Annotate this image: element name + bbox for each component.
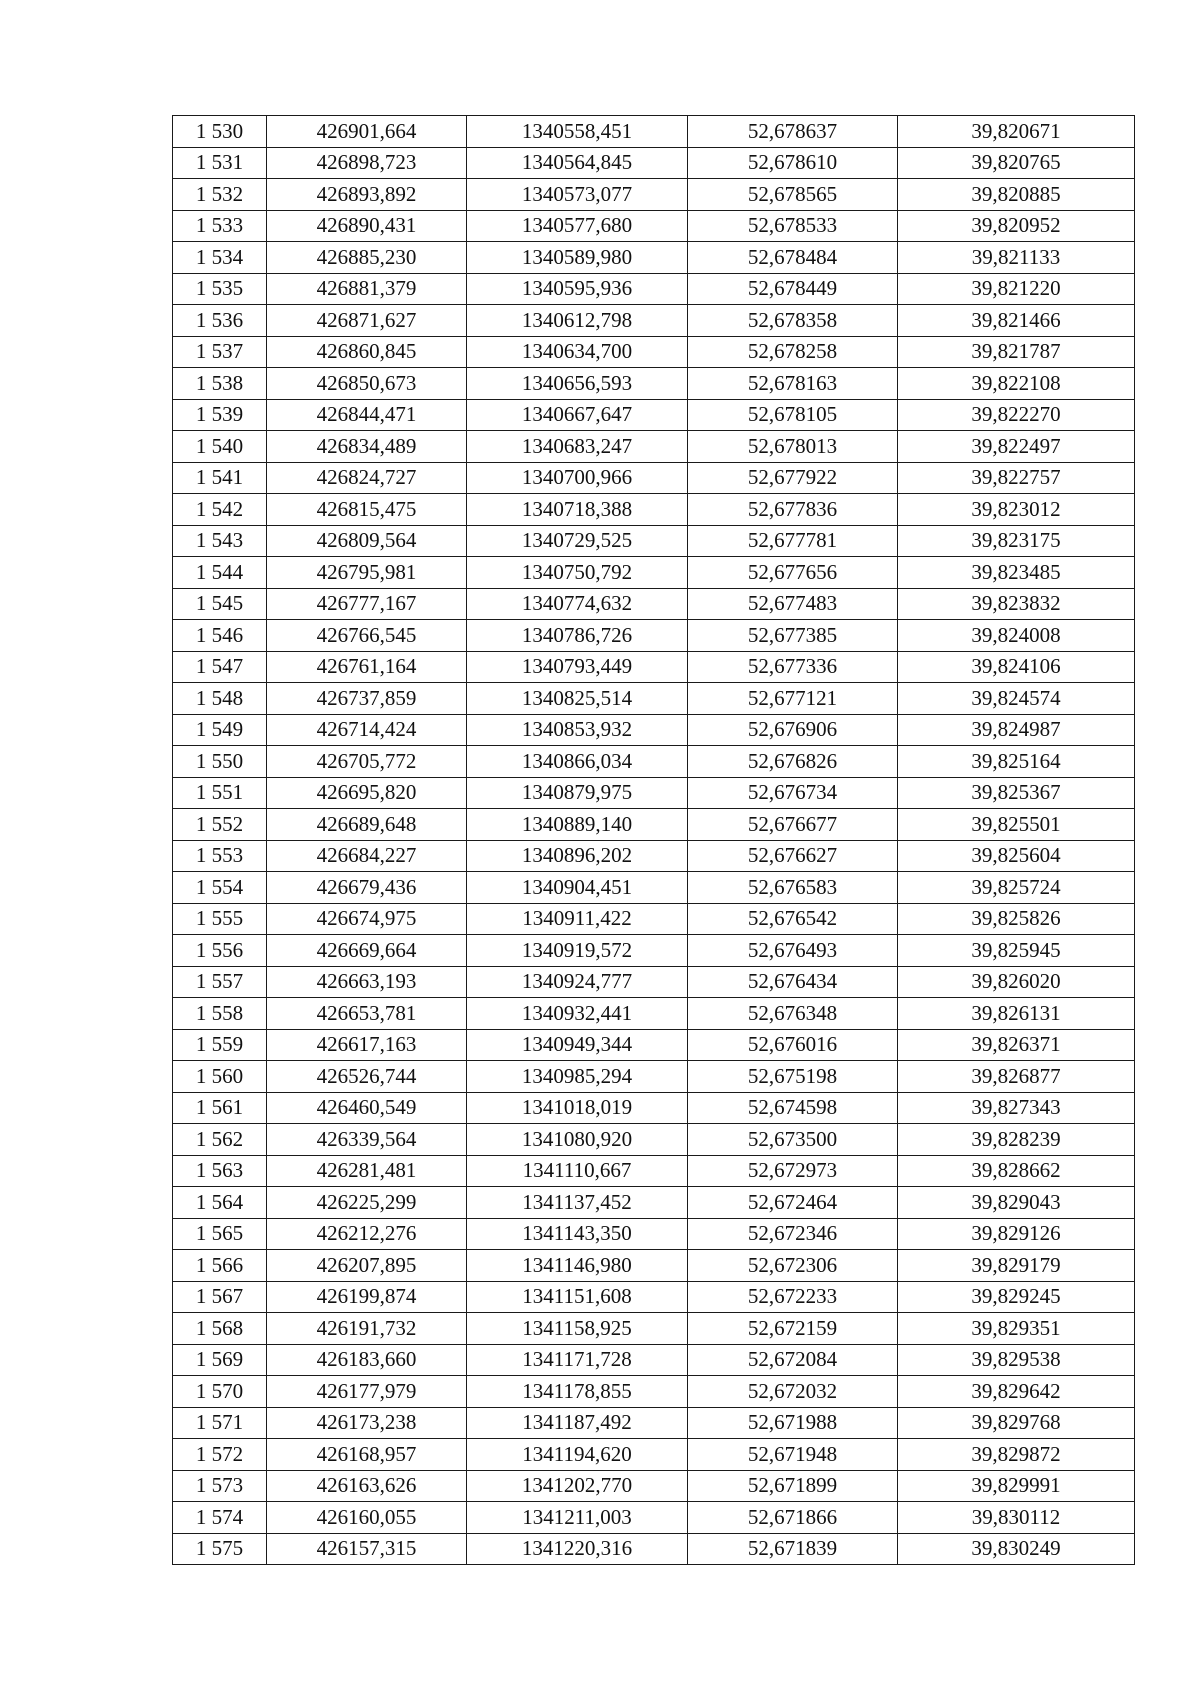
y-coordinate-cell: 1341080,920: [467, 1124, 688, 1156]
x-coordinate-cell: 426281,481: [267, 1155, 467, 1187]
x-coordinate-cell: 426881,379: [267, 273, 467, 305]
y-coordinate-cell: 1340718,388: [467, 494, 688, 526]
point-number-cell: 1 534: [173, 242, 267, 274]
longitude-cell: 39,823175: [898, 525, 1135, 557]
latitude-cell: 52,677483: [688, 588, 898, 620]
latitude-cell: 52,678610: [688, 147, 898, 179]
point-number-cell: 1 573: [173, 1470, 267, 1502]
latitude-cell: 52,676348: [688, 998, 898, 1030]
longitude-cell: 39,829642: [898, 1376, 1135, 1408]
table-row: [173, 1376, 1135, 1408]
y-coordinate-cell: 1341146,980: [467, 1250, 688, 1282]
latitude-cell: 52,676677: [688, 809, 898, 841]
y-coordinate-cell: 1340683,247: [467, 431, 688, 463]
x-coordinate-cell: 426815,475: [267, 494, 467, 526]
table-row: [173, 1124, 1135, 1156]
latitude-cell: 52,672346: [688, 1218, 898, 1250]
y-coordinate-cell: 1340612,798: [467, 305, 688, 337]
longitude-cell: 39,829043: [898, 1187, 1135, 1219]
y-coordinate-cell: 1341151,608: [467, 1281, 688, 1313]
point-number-cell: 1 545: [173, 588, 267, 620]
table-row: [173, 1155, 1135, 1187]
x-coordinate-cell: 426777,167: [267, 588, 467, 620]
x-coordinate-cell: 426669,664: [267, 935, 467, 967]
latitude-cell: 52,672973: [688, 1155, 898, 1187]
x-coordinate-cell: 426761,164: [267, 651, 467, 683]
point-number-cell: 1 574: [173, 1502, 267, 1534]
latitude-cell: 52,677336: [688, 651, 898, 683]
y-coordinate-cell: 1341178,855: [467, 1376, 688, 1408]
point-number-cell: 1 554: [173, 872, 267, 904]
point-number-cell: 1 553: [173, 840, 267, 872]
y-coordinate-cell: 1340774,632: [467, 588, 688, 620]
y-coordinate-cell: 1340853,932: [467, 714, 688, 746]
point-number-cell: 1 548: [173, 683, 267, 715]
latitude-cell: 52,678163: [688, 368, 898, 400]
y-coordinate-cell: 1340889,140: [467, 809, 688, 841]
y-coordinate-cell: 1341211,003: [467, 1502, 688, 1534]
x-coordinate-cell: 426737,859: [267, 683, 467, 715]
latitude-cell: 52,678358: [688, 305, 898, 337]
y-coordinate-cell: 1340656,593: [467, 368, 688, 400]
longitude-cell: 39,826020: [898, 966, 1135, 998]
table-row: [173, 525, 1135, 557]
x-coordinate-cell: 426183,660: [267, 1344, 467, 1376]
point-number-cell: 1 539: [173, 399, 267, 431]
x-coordinate-cell: 426893,892: [267, 179, 467, 211]
latitude-cell: 52,674598: [688, 1092, 898, 1124]
x-coordinate-cell: 426663,193: [267, 966, 467, 998]
x-coordinate-cell: 426714,424: [267, 714, 467, 746]
table-row: [173, 1439, 1135, 1471]
x-coordinate-cell: 426689,648: [267, 809, 467, 841]
longitude-cell: 39,825501: [898, 809, 1135, 841]
x-coordinate-cell: 426199,874: [267, 1281, 467, 1313]
point-number-cell: 1 542: [173, 494, 267, 526]
latitude-cell: 52,678533: [688, 210, 898, 242]
y-coordinate-cell: 1340924,777: [467, 966, 688, 998]
y-coordinate-cell: 1341110,667: [467, 1155, 688, 1187]
x-coordinate-cell: 426168,957: [267, 1439, 467, 1471]
latitude-cell: 52,676826: [688, 746, 898, 778]
longitude-cell: 39,822108: [898, 368, 1135, 400]
x-coordinate-cell: 426901,664: [267, 116, 467, 148]
x-coordinate-cell: 426177,979: [267, 1376, 467, 1408]
table-row: [173, 431, 1135, 463]
latitude-cell: 52,676434: [688, 966, 898, 998]
x-coordinate-cell: 426679,436: [267, 872, 467, 904]
y-coordinate-cell: 1341202,770: [467, 1470, 688, 1502]
y-coordinate-cell: 1341143,350: [467, 1218, 688, 1250]
point-number-cell: 1 571: [173, 1407, 267, 1439]
point-number-cell: 1 558: [173, 998, 267, 1030]
y-coordinate-cell: 1340825,514: [467, 683, 688, 715]
point-number-cell: 1 532: [173, 179, 267, 211]
longitude-cell: 39,829991: [898, 1470, 1135, 1502]
table-row: [173, 1502, 1135, 1534]
longitude-cell: 39,823832: [898, 588, 1135, 620]
y-coordinate-cell: 1340573,077: [467, 179, 688, 211]
table-row: [173, 1470, 1135, 1502]
x-coordinate-cell: 426617,163: [267, 1029, 467, 1061]
point-number-cell: 1 551: [173, 777, 267, 809]
longitude-cell: 39,828662: [898, 1155, 1135, 1187]
x-coordinate-cell: 426674,975: [267, 903, 467, 935]
latitude-cell: 52,676734: [688, 777, 898, 809]
x-coordinate-cell: 426705,772: [267, 746, 467, 778]
latitude-cell: 52,676583: [688, 872, 898, 904]
point-number-cell: 1 540: [173, 431, 267, 463]
longitude-cell: 39,821787: [898, 336, 1135, 368]
x-coordinate-cell: 426173,238: [267, 1407, 467, 1439]
point-number-cell: 1 570: [173, 1376, 267, 1408]
point-number-cell: 1 557: [173, 966, 267, 998]
table-row: [173, 1218, 1135, 1250]
longitude-cell: 39,826877: [898, 1061, 1135, 1093]
latitude-cell: 52,676906: [688, 714, 898, 746]
point-number-cell: 1 561: [173, 1092, 267, 1124]
table-row: [173, 462, 1135, 494]
longitude-cell: 39,826131: [898, 998, 1135, 1030]
y-coordinate-cell: 1340729,525: [467, 525, 688, 557]
latitude-cell: 52,676016: [688, 1029, 898, 1061]
longitude-cell: 39,824106: [898, 651, 1135, 683]
table-row: [173, 1313, 1135, 1345]
y-coordinate-cell: 1340750,792: [467, 557, 688, 589]
longitude-cell: 39,829126: [898, 1218, 1135, 1250]
table-row: [173, 1029, 1135, 1061]
point-number-cell: 1 569: [173, 1344, 267, 1376]
longitude-cell: 39,828239: [898, 1124, 1135, 1156]
table-row: [173, 368, 1135, 400]
table-row: [173, 399, 1135, 431]
table-row: [173, 1092, 1135, 1124]
y-coordinate-cell: 1340595,936: [467, 273, 688, 305]
point-number-cell: 1 565: [173, 1218, 267, 1250]
latitude-cell: 52,677656: [688, 557, 898, 589]
y-coordinate-cell: 1340558,451: [467, 116, 688, 148]
longitude-cell: 39,829768: [898, 1407, 1135, 1439]
table-row: [173, 620, 1135, 652]
latitude-cell: 52,678013: [688, 431, 898, 463]
x-coordinate-cell: 426885,230: [267, 242, 467, 274]
longitude-cell: 39,820671: [898, 116, 1135, 148]
longitude-cell: 39,821466: [898, 305, 1135, 337]
longitude-cell: 39,826371: [898, 1029, 1135, 1061]
x-coordinate-cell: 426157,315: [267, 1533, 467, 1565]
point-number-cell: 1 547: [173, 651, 267, 683]
point-number-cell: 1 550: [173, 746, 267, 778]
y-coordinate-cell: 1341018,019: [467, 1092, 688, 1124]
y-coordinate-cell: 1340919,572: [467, 935, 688, 967]
point-number-cell: 1 559: [173, 1029, 267, 1061]
table-row: [173, 903, 1135, 935]
longitude-cell: 39,821133: [898, 242, 1135, 274]
longitude-cell: 39,825164: [898, 746, 1135, 778]
x-coordinate-cell: 426460,549: [267, 1092, 467, 1124]
latitude-cell: 52,672032: [688, 1376, 898, 1408]
y-coordinate-cell: 1340949,344: [467, 1029, 688, 1061]
point-number-cell: 1 564: [173, 1187, 267, 1219]
longitude-cell: 39,827343: [898, 1092, 1135, 1124]
latitude-cell: 52,677922: [688, 462, 898, 494]
latitude-cell: 52,676627: [688, 840, 898, 872]
y-coordinate-cell: 1340985,294: [467, 1061, 688, 1093]
latitude-cell: 52,672233: [688, 1281, 898, 1313]
y-coordinate-cell: 1340634,700: [467, 336, 688, 368]
latitude-cell: 52,671988: [688, 1407, 898, 1439]
table-row: [173, 305, 1135, 337]
longitude-cell: 39,820885: [898, 179, 1135, 211]
point-number-cell: 1 575: [173, 1533, 267, 1565]
x-coordinate-cell: 426207,895: [267, 1250, 467, 1282]
table-row: [173, 1344, 1135, 1376]
latitude-cell: 52,671948: [688, 1439, 898, 1471]
y-coordinate-cell: 1341137,452: [467, 1187, 688, 1219]
longitude-cell: 39,824987: [898, 714, 1135, 746]
x-coordinate-cell: 426834,489: [267, 431, 467, 463]
longitude-cell: 39,825367: [898, 777, 1135, 809]
y-coordinate-cell: 1340911,422: [467, 903, 688, 935]
table-row: [173, 1061, 1135, 1093]
point-number-cell: 1 538: [173, 368, 267, 400]
y-coordinate-cell: 1340904,451: [467, 872, 688, 904]
x-coordinate-cell: 426160,055: [267, 1502, 467, 1534]
point-number-cell: 1 546: [173, 620, 267, 652]
table-row: [173, 683, 1135, 715]
latitude-cell: 52,677385: [688, 620, 898, 652]
table-row: [173, 179, 1135, 211]
point-number-cell: 1 555: [173, 903, 267, 935]
longitude-cell: 39,829245: [898, 1281, 1135, 1313]
table-row: [173, 840, 1135, 872]
longitude-cell: 39,823012: [898, 494, 1135, 526]
y-coordinate-cell: 1340577,680: [467, 210, 688, 242]
point-number-cell: 1 535: [173, 273, 267, 305]
point-number-cell: 1 562: [173, 1124, 267, 1156]
longitude-cell: 39,825826: [898, 903, 1135, 935]
longitude-cell: 39,825724: [898, 872, 1135, 904]
table-row: [173, 116, 1135, 148]
latitude-cell: 52,675198: [688, 1061, 898, 1093]
coordinates-table: [172, 115, 1135, 1565]
longitude-cell: 39,822497: [898, 431, 1135, 463]
latitude-cell: 52,678449: [688, 273, 898, 305]
latitude-cell: 52,673500: [688, 1124, 898, 1156]
x-coordinate-cell: 426871,627: [267, 305, 467, 337]
x-coordinate-cell: 426890,431: [267, 210, 467, 242]
point-number-cell: 1 567: [173, 1281, 267, 1313]
longitude-cell: 39,822757: [898, 462, 1135, 494]
latitude-cell: 52,671839: [688, 1533, 898, 1565]
table-row: [173, 1281, 1135, 1313]
x-coordinate-cell: 426860,845: [267, 336, 467, 368]
point-number-cell: 1 556: [173, 935, 267, 967]
table-row: [173, 210, 1135, 242]
x-coordinate-cell: 426191,732: [267, 1313, 467, 1345]
table-row: [173, 746, 1135, 778]
longitude-cell: 39,825945: [898, 935, 1135, 967]
table-row: [173, 242, 1135, 274]
longitude-cell: 39,825604: [898, 840, 1135, 872]
y-coordinate-cell: 1341187,492: [467, 1407, 688, 1439]
y-coordinate-cell: 1340896,202: [467, 840, 688, 872]
table-row: [173, 872, 1135, 904]
longitude-cell: 39,829872: [898, 1439, 1135, 1471]
y-coordinate-cell: 1341171,728: [467, 1344, 688, 1376]
longitude-cell: 39,820952: [898, 210, 1135, 242]
x-coordinate-cell: 426766,545: [267, 620, 467, 652]
x-coordinate-cell: 426695,820: [267, 777, 467, 809]
latitude-cell: 52,672306: [688, 1250, 898, 1282]
x-coordinate-cell: 426212,276: [267, 1218, 467, 1250]
x-coordinate-cell: 426225,299: [267, 1187, 467, 1219]
table-row: [173, 336, 1135, 368]
y-coordinate-cell: 1340786,726: [467, 620, 688, 652]
latitude-cell: 52,677121: [688, 683, 898, 715]
latitude-cell: 52,678105: [688, 399, 898, 431]
latitude-cell: 52,672464: [688, 1187, 898, 1219]
table-row: [173, 557, 1135, 589]
latitude-cell: 52,676493: [688, 935, 898, 967]
x-coordinate-cell: 426163,626: [267, 1470, 467, 1502]
table-row: [173, 966, 1135, 998]
coordinates-table-body: [173, 116, 1135, 1565]
point-number-cell: 1 563: [173, 1155, 267, 1187]
x-coordinate-cell: 426795,981: [267, 557, 467, 589]
longitude-cell: 39,824574: [898, 683, 1135, 715]
y-coordinate-cell: 1340866,034: [467, 746, 688, 778]
table-row: [173, 1187, 1135, 1219]
table-row: [173, 273, 1135, 305]
y-coordinate-cell: 1340589,980: [467, 242, 688, 274]
table-row: [173, 147, 1135, 179]
longitude-cell: 39,824008: [898, 620, 1135, 652]
x-coordinate-cell: 426684,227: [267, 840, 467, 872]
x-coordinate-cell: 426898,723: [267, 147, 467, 179]
longitude-cell: 39,830249: [898, 1533, 1135, 1565]
y-coordinate-cell: 1340700,966: [467, 462, 688, 494]
table-row: [173, 935, 1135, 967]
longitude-cell: 39,822270: [898, 399, 1135, 431]
point-number-cell: 1 568: [173, 1313, 267, 1345]
y-coordinate-cell: 1340879,975: [467, 777, 688, 809]
table-row: [173, 998, 1135, 1030]
table-row: [173, 651, 1135, 683]
longitude-cell: 39,829538: [898, 1344, 1135, 1376]
latitude-cell: 52,671866: [688, 1502, 898, 1534]
latitude-cell: 52,678565: [688, 179, 898, 211]
latitude-cell: 52,672159: [688, 1313, 898, 1345]
point-number-cell: 1 541: [173, 462, 267, 494]
point-number-cell: 1 549: [173, 714, 267, 746]
point-number-cell: 1 530: [173, 116, 267, 148]
longitude-cell: 39,829351: [898, 1313, 1135, 1345]
x-coordinate-cell: 426850,673: [267, 368, 467, 400]
x-coordinate-cell: 426844,471: [267, 399, 467, 431]
longitude-cell: 39,821220: [898, 273, 1135, 305]
longitude-cell: 39,830112: [898, 1502, 1135, 1534]
point-number-cell: 1 531: [173, 147, 267, 179]
point-number-cell: 1 560: [173, 1061, 267, 1093]
point-number-cell: 1 537: [173, 336, 267, 368]
longitude-cell: 39,829179: [898, 1250, 1135, 1282]
point-number-cell: 1 572: [173, 1439, 267, 1471]
y-coordinate-cell: 1340564,845: [467, 147, 688, 179]
y-coordinate-cell: 1341220,316: [467, 1533, 688, 1565]
latitude-cell: 52,677781: [688, 525, 898, 557]
table-row: [173, 1407, 1135, 1439]
x-coordinate-cell: 426339,564: [267, 1124, 467, 1156]
y-coordinate-cell: 1340932,441: [467, 998, 688, 1030]
point-number-cell: 1 533: [173, 210, 267, 242]
table-row: [173, 1250, 1135, 1282]
point-number-cell: 1 544: [173, 557, 267, 589]
y-coordinate-cell: 1340667,647: [467, 399, 688, 431]
table-row: [173, 777, 1135, 809]
latitude-cell: 52,678258: [688, 336, 898, 368]
latitude-cell: 52,678637: [688, 116, 898, 148]
x-coordinate-cell: 426653,781: [267, 998, 467, 1030]
longitude-cell: 39,823485: [898, 557, 1135, 589]
y-coordinate-cell: 1341194,620: [467, 1439, 688, 1471]
x-coordinate-cell: 426809,564: [267, 525, 467, 557]
point-number-cell: 1 536: [173, 305, 267, 337]
table-row: [173, 588, 1135, 620]
y-coordinate-cell: 1341158,925: [467, 1313, 688, 1345]
latitude-cell: 52,676542: [688, 903, 898, 935]
table-row: [173, 809, 1135, 841]
point-number-cell: 1 566: [173, 1250, 267, 1282]
y-coordinate-cell: 1340793,449: [467, 651, 688, 683]
point-number-cell: 1 552: [173, 809, 267, 841]
latitude-cell: 52,678484: [688, 242, 898, 274]
latitude-cell: 52,677836: [688, 494, 898, 526]
table-row: [173, 1533, 1135, 1565]
x-coordinate-cell: 426824,727: [267, 462, 467, 494]
table-row: [173, 494, 1135, 526]
point-number-cell: 1 543: [173, 525, 267, 557]
latitude-cell: 52,671899: [688, 1470, 898, 1502]
x-coordinate-cell: 426526,744: [267, 1061, 467, 1093]
table-row: [173, 714, 1135, 746]
longitude-cell: 39,820765: [898, 147, 1135, 179]
latitude-cell: 52,672084: [688, 1344, 898, 1376]
